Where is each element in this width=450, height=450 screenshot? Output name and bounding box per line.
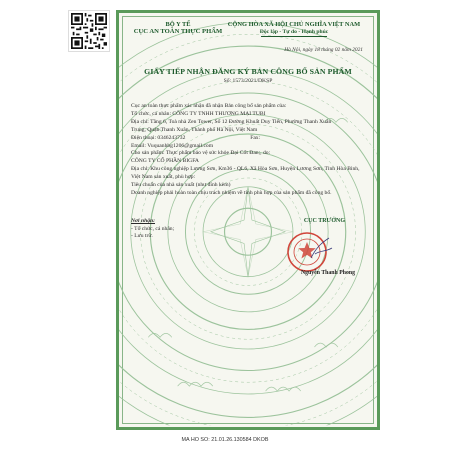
qr-code-icon xyxy=(71,13,107,49)
body-organization: Tổ chức, cá nhân: CÔNG TY TNHH THƯƠNG MẠI TUBI xyxy=(131,110,266,117)
agency-name: CỤC AN TOÀN THỰC PHẨM xyxy=(133,28,223,36)
certificate xyxy=(116,10,380,430)
official-seal xyxy=(285,228,335,276)
ministry-name: BỘ Y TẾ xyxy=(165,21,191,28)
body-address-line-1: Địa chỉ: Tầng 6, Toà nhà Zen Tower, Số 12 Đường Khuất Duy Tiến, Phường Thanh Xuân xyxy=(131,118,332,125)
ministry-header xyxy=(133,21,223,36)
body-intro: Cục an toàn thực phẩm xác nhận đã nhận Bản công bố sản phẩm của: xyxy=(131,103,287,109)
body-fax: Fax: xyxy=(250,134,261,141)
document-title: GIẤY TIẾP NHẬN ĐĂNG KÝ BẢN CÔNG BỐ SẢN PHẨM xyxy=(144,67,352,76)
qr-code xyxy=(68,10,110,52)
national-motto: Độc lập - Tự do - Hạnh phúc xyxy=(259,28,329,35)
signer-title: CỤC TRƯỞNG xyxy=(303,218,345,224)
body-responsibility: Doanh nghiệp phải hoàn toàn chịu trách nhiệm về tính phù hợp của sản phẩm đã công bố. xyxy=(131,189,332,196)
recipient-item: - Lưu trữ. xyxy=(131,233,153,240)
document-number: Số: 1573/2021/DKSP xyxy=(223,78,273,84)
recipient-item: - Tổ chức, cá nhân; xyxy=(131,225,175,232)
document-body xyxy=(131,103,367,198)
body-manufacturer-address: Địa chỉ: Khu công nghiệp Lương Sơn, Km36 - QL6, Xã Hòa Sơn, Huyện Lương Sơn, Tỉnh Hòa Bình, Việt Nam sản xuất, phù hợp: xyxy=(131,166,360,181)
dossier-code: MA HO SO: 21.01.26.130584 DKOB xyxy=(181,437,269,443)
country-name: CỘNG HÒA XÃ HỘI CHỦ NGHĨA VIỆT NAM xyxy=(227,21,361,28)
recipients-title: Nơi nhận: xyxy=(131,218,155,224)
body-address-line-2: Trung, Quận Thanh Xuân, Thành phố Hà Nội, Việt Nam xyxy=(131,126,258,133)
issue-date: Hà Nội, ngày 18 tháng 02 năm 2021 xyxy=(284,47,363,53)
body-manufacturer: CÔNG TY CỔ PHẦN BIGFA xyxy=(131,158,199,165)
body-contact xyxy=(131,135,367,143)
seal-star-icon xyxy=(298,242,316,259)
signer-name: Nguyễn Thanh Phong xyxy=(300,270,355,276)
motto-underline xyxy=(261,36,327,37)
body-product: Cho sản phẩm: Thực phẩm bảo vệ sức khỏe Đại Cốt Đan;, do: xyxy=(131,150,271,157)
recipients-block xyxy=(131,218,174,241)
body-standard: Tiêu chuẩn của nhà sản xuất (như đính kèm) xyxy=(131,182,231,189)
body-phone: Điện thoại: 0346243732 xyxy=(131,134,186,141)
national-header xyxy=(219,21,369,37)
body-email: Email: Vuquanhbg1206@gmail.com xyxy=(131,142,214,149)
